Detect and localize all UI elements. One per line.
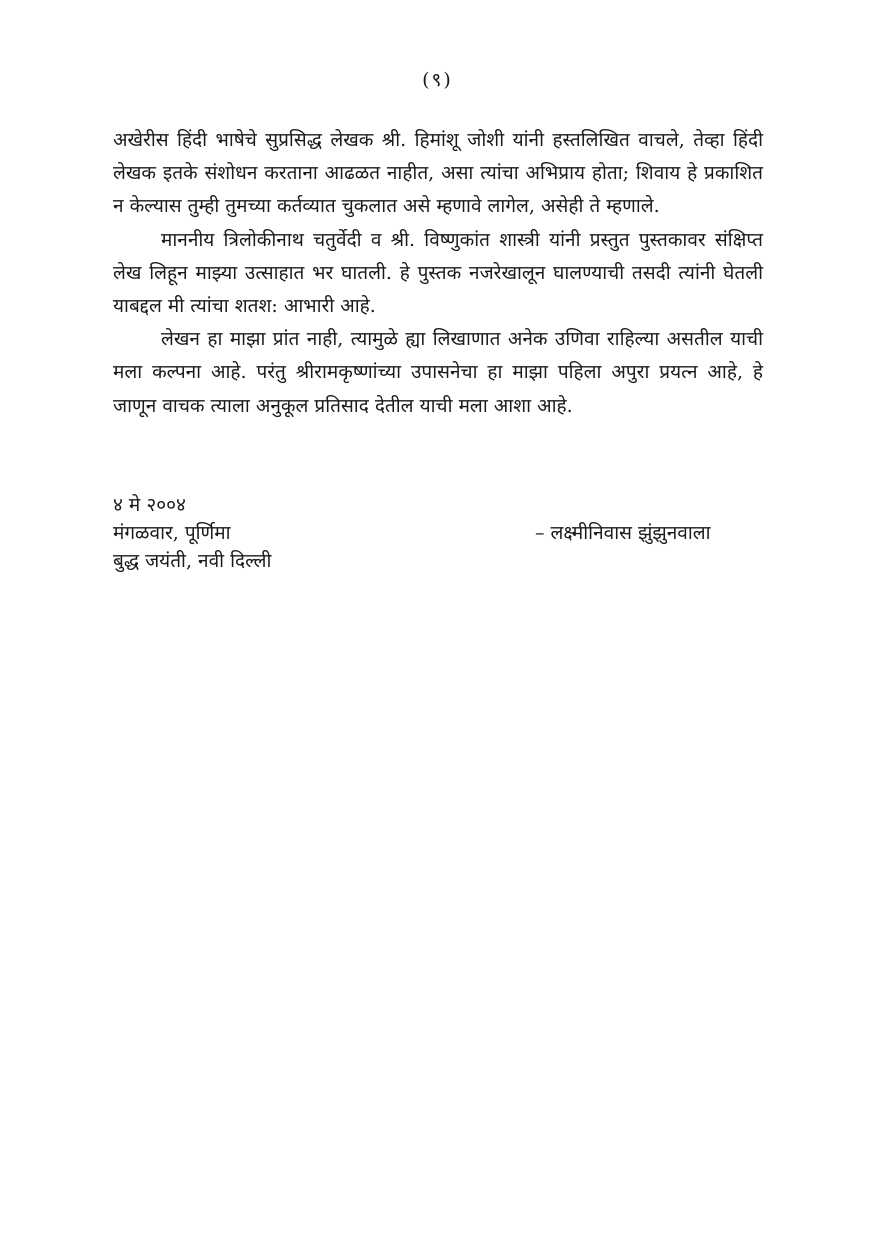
date: ४ मे २००४	[113, 494, 186, 516]
preface-body	[113, 124, 763, 423]
author-name: – लक्ष्मीनिवास झुंझुनवाला	[535, 522, 711, 544]
paragraph-3: लेखन हा माझा प्रांत नाही, त्यामुळे ह्या लिखाणात अनेक उणिवा राहिल्या असतील याची मला कल्पना आहे. परंतु श्रीरामकृष्णांच्या उपासनेचा हा माझा पहिला अपुरा प्रयत्न आहे, हे जाणून वाचक त्याला अनुकूल प्रतिसाद देतील याची मला आशा आहे.	[113, 328, 763, 417]
paragraph-1: अखेरीस हिंदी भाषेचे सुप्रसिद्ध लेखक श्री. हिमांशू जोशी यांनी हस्तलिखित वाचले, तेव्हा हिंदी लेखक इतके संशोधन करताना आढळत नाहीत, असा त्यांचा अभिप्राय होता; शिवाय हे प्रकाशित न केल्यास तुम्ही तुमच्या कर्तव्यात चुकलात असे म्हणावे लागेल, असेही ते म्हणाले.	[113, 129, 763, 218]
occasion-place: बुद्ध जयंती, नवी दिल्ली	[113, 550, 272, 572]
place-line	[113, 547, 763, 575]
day-author-line	[113, 519, 763, 547]
paragraph-2: माननीय त्रिलोकीनाथ चतुर्वेदी व श्री. विष्णुकांत शास्त्री यांनी प्रस्तुत पुस्तकावर संक्षिप्त लेख लिहून माझ्या उत्साहात भर घातली. हे पुस्तक नजरेखालून घालण्याची तसदी त्यांनी घेतली याबद्दल मी त्यांचा शतश: आभारी आहे.	[113, 228, 763, 318]
page-number: (९)	[422, 69, 453, 91]
day-occasion: मंगळवार, पूर्णिमा	[113, 522, 231, 544]
date-line	[113, 491, 763, 519]
signature-block	[113, 491, 763, 575]
